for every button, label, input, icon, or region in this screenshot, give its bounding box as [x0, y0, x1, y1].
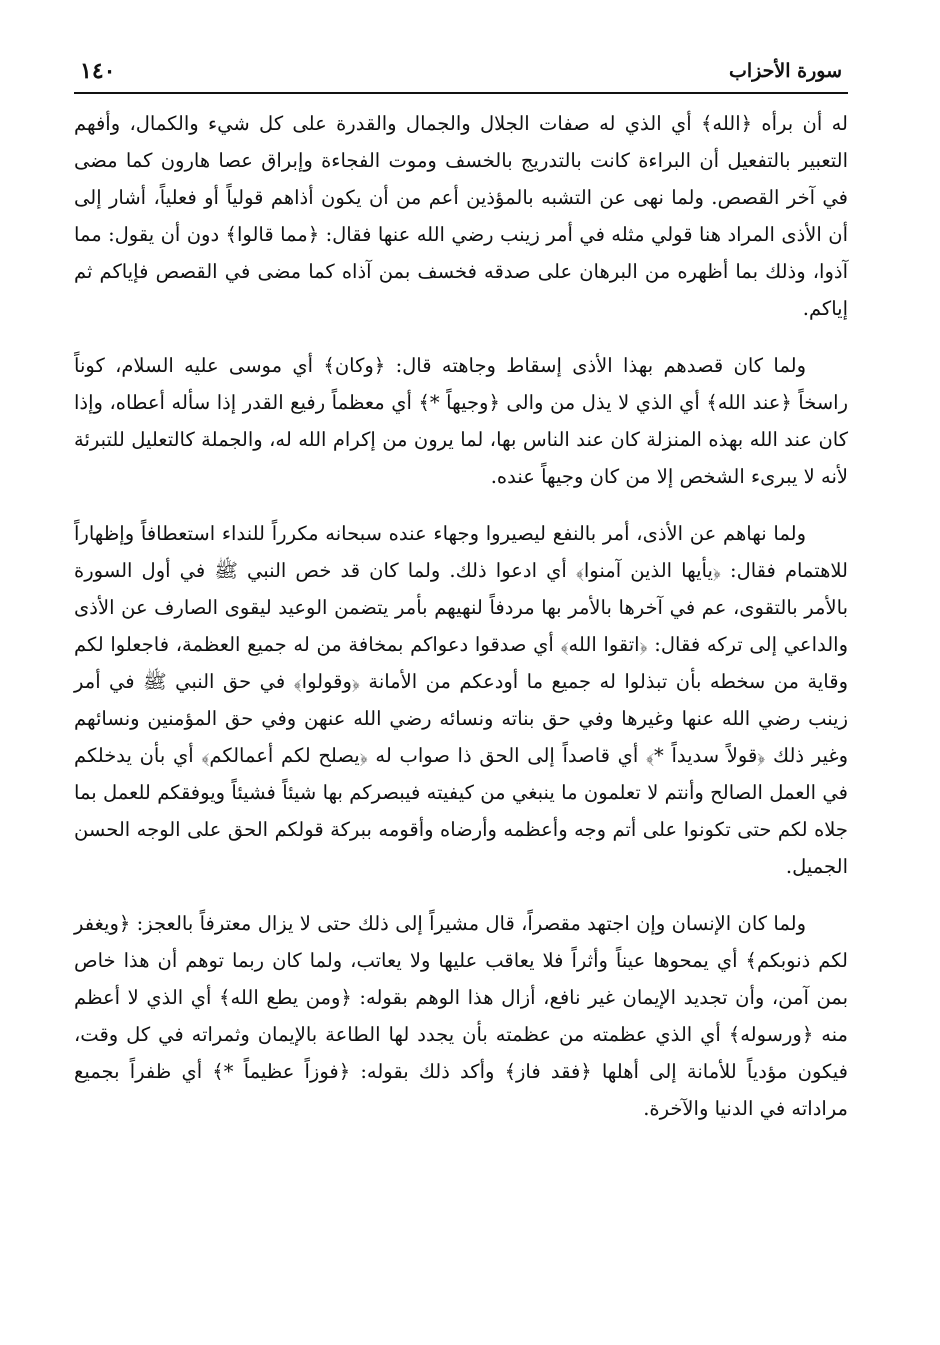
paragraph-3: ولما نهاهم عن الأذى، أمر بالنفع ليصيروا وجهاء عنده سبحانه مكرراً للنداء استعطافاً وإظهاراً للاهتمام فقال: ﴿يأيها الذين آمنوا﴾ أي ادعوا ذلك. ولما كان قد خص النبي ﷺ في أول السورة بالأمر بالتقوى، عم في آخرها بالأمر بها مردفاً لنهيهم بأمر يتضمن الوعيد ليقوى الصارف عن الأذى والداعي إلى تركه فقال: ﴿اتقوا الله﴾ أي صدقوا دعواكم بمخافة من له جميع العظمة، فاجعلوا لكم وقاية من سخطه بأن تبذلوا له جميع ما أودعكم من الأمانة ﴿وقولوا﴾ في حق النبي ﷺ في أمر زينب رضي الله عنها وغيرها وفي حق بناته ونسائه رضي الله عنهن وفي حق المؤمنين ونسائهم وغير ذلك ﴿قولاً سديداً *﴾ أي قاصداً إلى الحق ذا صواب له ﴿يصلح لكم أعمالكم﴾ أي بأن يدخلكم في العمل الصالح وأنتم لا تعلمون ما ينبغي من كيفيته فيبصركم بها شيئاً فشيئاً ويوفقكم للعمل بما جلاه لكم حتى تكونوا على أتم وجه وأعظمه وأرضاه وأقومه ببركة قولكم الحق على الوجه الحسن الجميل. [74, 522, 848, 878]
page-number: ١٤٠ [80, 58, 116, 84]
page-header [74, 56, 848, 94]
paragraph-1: له أن برأه ﴿الله﴾ أي الذي له صفات الجلال والجمال والقدرة على كل شيء والكمال، وأفهم التعبير بالتفعيل أن البراءة كانت بالتدريج بالخسف وموت الفجاءة وإبراق عصا هارون كما مضى في آخر القصص. ولما نهى عن التشبه بالمؤذين أعم من أن يكون أذاهم قولياً أو فعلياً، أشار إلى أن الأذى المراد هنا قولي مثله في أمر زينب رضي الله عنها فقال: ﴿مما قالوا﴾ دون أن يقول: مما آذوا، وذلك بما أظهره من البرهان على صدقه فخسف بمن آذاه كما مضى في القصص فإياكم ثم إياكم. [74, 112, 848, 320]
paragraph-2: ولما كان قصدهم بهذا الأذى إسقاط وجاهته قال: ﴿وكان﴾ أي موسى عليه السلام، كوناً راسخاً ﴿عند الله﴾ أي الذي لا يذل من والى ﴿وجيهاً *﴾ أي معظماً رفيع القدر إذا سأله أعطاه، وإذا كان عند الله بهذه المنزلة كان عند الناس بها، لما يرون من إكرام الله له، والجملة كالتعليل للتبرئة لأنه لا يبرىء الشخص إلا من كان وجيهاً عنده. [74, 354, 848, 488]
surah-title: سورة الأحزاب [729, 60, 842, 82]
paragraph-4: ولما كان الإنسان وإن اجتهد مقصراً، قال مشيراً إلى ذلك حتى لا يزال معترفاً بالعجز: ﴿ويغفر لكم ذنوبكم﴾ أي يمحوها عيناً وأثراً فلا يعاقب عليها ولا يعاتب، ولما كان ربما توهم أن هذا خاص بمن آمن، وأن تجديد الإيمان غير نافع، أزال هذا الوهم بقوله: ﴿ومن يطع الله﴾ أي الذي لا أعظم منه ﴿ورسوله﴾ أي الذي عظمته من عظمته بأن يجدد لها الطاعة بالإيمان وثمراته في كل وقت، فيكون مؤدياً للأمانة إلى أهلها ﴿فقد فاز﴾ وأكد ذلك بقوله: ﴿فوزاً عظيماً *﴾ أي ظفراً بجميع مراداته في الدنيا والآخرة. [74, 912, 848, 1120]
page-body [74, 105, 848, 1127]
